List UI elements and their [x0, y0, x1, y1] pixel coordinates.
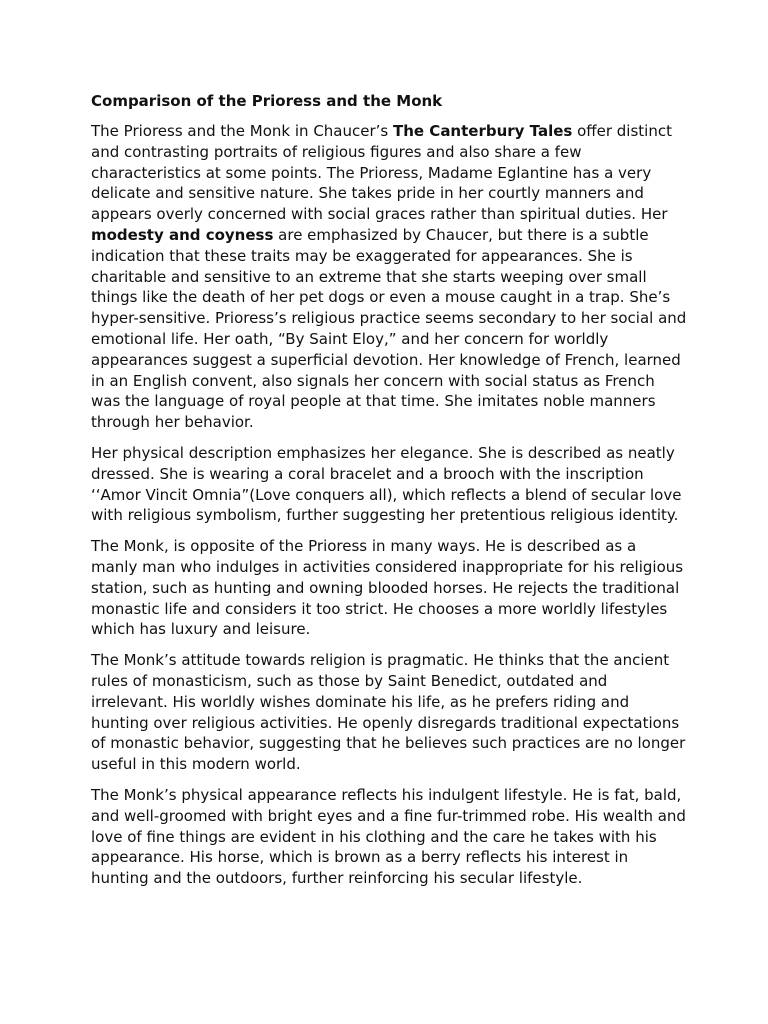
paragraph-prioress-intro: [91, 121, 687, 433]
document-title: Comparison of the Prioress and the Monk: [91, 92, 443, 110]
paragraph-monk-intro: The Monk, is opposite of the Prioress in many ways. He is described as a manly man who indulges in activities considered inappropriate for his religious station, such as hunting and owning blooded horses. He rejects the traditional monastic life and considers it too strict. He chooses a more worldly lifestyles which has luxury and leisure.: [91, 537, 684, 639]
paragraph-text: The Prioress and the Monk in Chaucer’s: [91, 122, 393, 140]
bold-phrase: modesty and coyness: [91, 225, 274, 244]
paragraph-text: are emphasized by Chaucer, but there is a subtle indication that these traits may be exaggerated for appearances. She is charitable and sensitive to an extreme that she starts weeping over small things like the death of her pet dogs or even a mouse caught in a trap. She’s hyper-sensitive. Prioress’s religious practice seems secondary to her social and emotional life. Her oath, “By Saint Eloy,” and her concern for worldly appearances suggest a superficial devotion. Her knowledge of French, learned in an English convent, also signals her concern with social status as French was the language of royal people at that time. She imitates noble manners through her behavior.: [91, 225, 687, 432]
document-page: [91, 90, 687, 899]
paragraph-monk-appearance: The Monk’s physical appearance reflects his indulgent lifestyle. He is fat, bald, and well-groomed with bright eyes and a fine fur-trimmed robe. His wealth and love of fine things are evident in his clothing and the care he takes with his appearance. His horse, which is brown as a berry reflects his interest in hunting and the outdoors, further reinforcing his secular lifestyle.: [91, 785, 686, 888]
paragraph-monk-religion: The Monk’s attitude towards religion is pragmatic. He thinks that the ancient rules of monasticism, such as those by Saint Benedict, outdated and irrelevant. His worldly wishes dominate his life, as he prefers riding and hunting over religious activities. He openly disregards traditional expectations of monastic behavior, suggesting that he believes such practices are no longer useful in this modern world.: [91, 651, 686, 774]
paragraph-text: offer distinct and contrasting portraits of religious figures and also share a few characteristics at some points. The Prioress, Madame Eglantine has a very delicate and sensitive nature. She takes pride in her courtly manners and appears overly concerned with social graces rather than spiritual duties. Her: [91, 122, 672, 224]
paragraph-prioress-appearance: Her physical description emphasizes her elegance. She is described as neatly dressed. She is wearing a coral bracelet and a brooch with the inscription ‘‘Amor Vincit Omnia”(Love conquers all), which reflects a blend of secular love with religious symbolism, further suggesting her pretentious religious identity.: [91, 443, 682, 525]
bold-book-title: The Canterbury Tales: [393, 122, 573, 140]
